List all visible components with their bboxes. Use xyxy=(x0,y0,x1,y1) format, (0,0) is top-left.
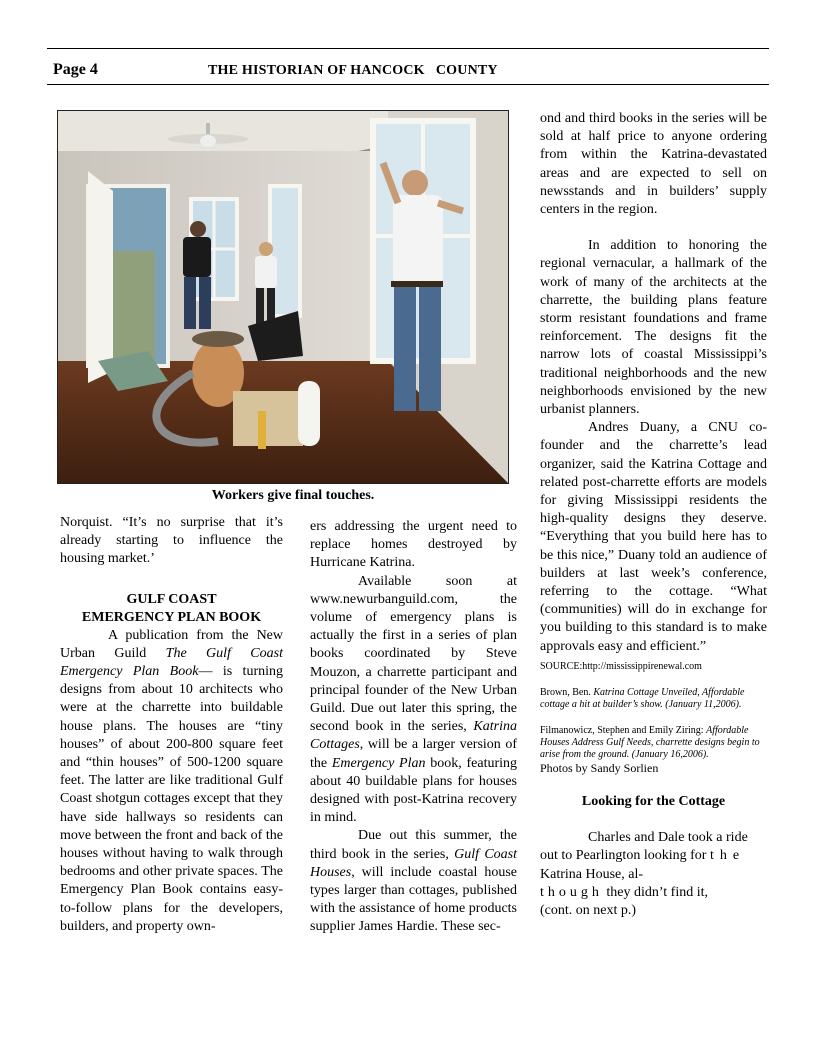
header-bottom-rule xyxy=(47,84,769,85)
paragraph: Andres Duany, a CNU co-founder and the charrette’s lead organizer, said the Katrina Cottage and related post-charrette efforts are models for giving Mississippi residents the high-quality designs they deserve. “Everything that you build here has to be this nice,” Duany told an audience of builders at last week’s conference, referring to the cottage. “What (communities) will do in exchange for you building to this standard is to make approvals easy and efficient.” xyxy=(540,420,767,654)
text-run: Available soon at www.newurbanguild.com, the volume of emergency plans is actually the first in a series of plan books coordinated by Steve Mouzon, a charrette participant and principal founder of the New Urban Guild. Due out later this spring, the second book in the series, xyxy=(310,573,517,735)
section-heading-looking-for-cottage: Looking for the Cottage xyxy=(581,793,726,809)
section-heading-emergency-plan-book xyxy=(60,591,283,627)
reference-author: Filmanowicz, Stephen and Emily Ziring: xyxy=(540,724,707,736)
paragraph: ond and third books in the series will be sold at half price to anyone ordering from within the Katrina-devastated areas and are expected to sell on newsstands and in builders’ supply centers in the region. xyxy=(540,111,767,218)
paragraph xyxy=(310,573,517,828)
text-run: they didn’t find it, xyxy=(602,884,709,900)
text-run: , will be a larger version of the xyxy=(310,737,517,771)
paragraph xyxy=(310,827,517,936)
text-run: , will include coastal house types larger than cottages, published with the assistance of home products supplier James Hardie. These sec- xyxy=(310,864,517,935)
book-title: Katrina Cottages xyxy=(310,719,517,753)
photo-credit: Photos by Sandy Sorlien xyxy=(540,760,659,775)
text-run: — is turning designs from about 10 architects who were at the charrette into buildable house plans. The houses are “tiny houses” of about 200-800 square feet and “thin houses” of 500-1200 square feet. The latter are like traditional Gulf Coast shotgun cottages except that they have side hallways so residents can move between the front and back of the houses without having to walk through bedrooms and other private spaces. The Emergency Plan Book contains easy-to-follow plans for the developers, builders, and property own- xyxy=(60,664,283,934)
text-run: Charles and Dale took a ride out to Pearlington looking for xyxy=(540,830,748,864)
text-run: Due out this summer, the third book in the series, xyxy=(310,828,517,862)
heading-line: EMERGENCY PLAN BOOK xyxy=(81,609,262,625)
article-column-2 xyxy=(310,518,517,937)
reference-title: Affordable Houses Address Gulf Needs, charrette designs begin to arise from the ground. (January 16,2006). xyxy=(540,724,760,760)
continued-note: (cont. on next p.) xyxy=(540,902,637,918)
source-citation: SOURCE:http://mississippirenewal.com xyxy=(540,660,702,672)
text-run: book, featuring about 40 buildable plans for houses designed with post-Katrina recovery in mind. xyxy=(310,755,518,826)
book-title: Emergency Plan xyxy=(331,755,426,771)
text-run: A publication from the New Urban Guild xyxy=(60,627,283,661)
text-run: the xyxy=(709,848,746,864)
reference-title: Katrina Cottage Unveiled, Affordable cottage a hit at builder’s show. (January 11,2006). xyxy=(540,686,745,710)
book-title: Gulf Coast Houses xyxy=(310,846,517,880)
page-number: Page 4 xyxy=(53,61,98,78)
newsletter-masthead: THE HISTORIAN OF HANCOCK COUNTY xyxy=(208,63,498,78)
reference-entry xyxy=(540,725,767,761)
text-run: Katrina House, al- xyxy=(540,866,644,882)
photo-caption: Workers give final touches. xyxy=(211,488,375,503)
workers-photo-illustration xyxy=(58,111,508,483)
heading-line: GULF COAST xyxy=(126,591,217,607)
paragraph xyxy=(540,829,767,902)
header-top-rule xyxy=(47,48,769,49)
text-run: though xyxy=(540,884,603,900)
article-column-1 xyxy=(60,514,283,936)
book-title: The Gulf Coast Emergency Plan Book xyxy=(60,645,283,680)
paragraph: In addition to honoring the regional vernacular, a hallmark of the work of many of the architects at the charrette, the building plans feature storm resistant foundations and frame reinforcement. The designs fit the narrow lots of coastal Mississippi’s traditional neighborhoods and the new neighborhoods envisioned by the new urbanist planners. xyxy=(540,238,767,418)
paragraph: Norquist. “It’s no surprise that it’s already starting to influence the housing market.’ xyxy=(60,515,283,567)
paragraph: ers addressing the urgent need to replace homes destroyed by Hurricane Katrina. xyxy=(310,519,517,571)
paragraph xyxy=(60,627,283,936)
article-column-3 xyxy=(540,110,767,920)
reference-author: Brown, Ben. xyxy=(540,686,594,698)
reference-entry xyxy=(540,687,767,711)
workers-photo xyxy=(57,110,509,484)
